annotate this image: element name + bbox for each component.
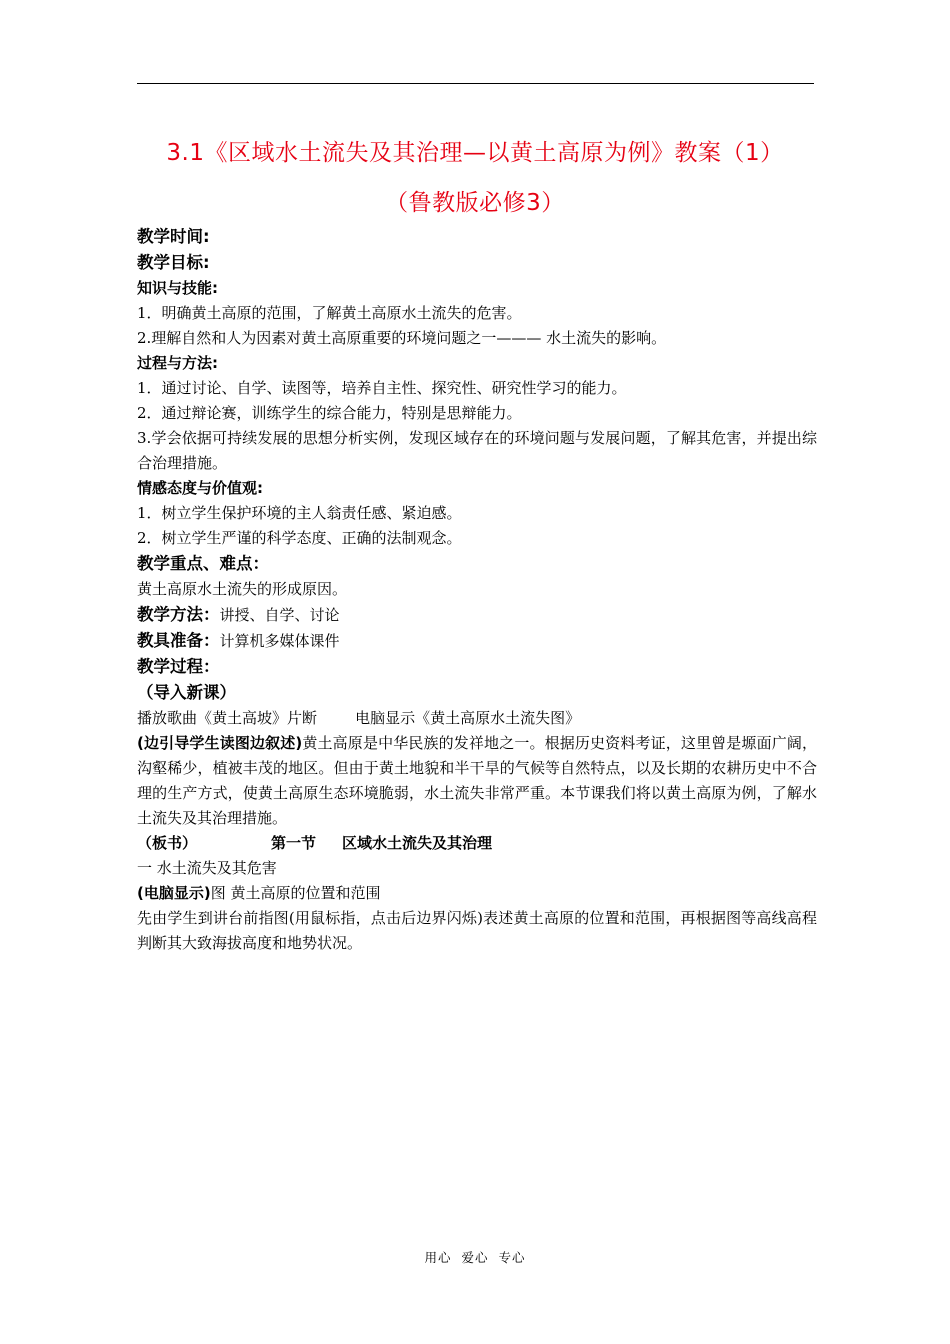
intro-line: 播放歌曲《黄土高坡》片断 电脑显示《黄土高原水土流失图》: [137, 709, 581, 727]
final-paragraph: 先由学生到讲台前指图(用鼠标指，点击后边界闪烁)表述黄土高原的位置和范围，再根据图等高线高程判断其大致海拔高度和地势状况。: [137, 909, 817, 952]
knowledge-item: 2.理解自然和人为因素对黄土高原重要的环境问题之一——— 水土流失的影响。: [137, 329, 667, 347]
key-points-text: 黄土高原水土流失的形成原因。: [137, 580, 348, 598]
tools-value: 计算机多媒体课件: [219, 632, 340, 650]
tools-label: 教具准备：: [137, 631, 220, 650]
board-title: 区域水土流失及其治理: [342, 834, 493, 852]
teaching-goals-heading: 教学目标:: [137, 253, 210, 272]
knowledge-item: 1．明确黄土高原的范围，了解黄土高原水土流失的危害。: [137, 304, 522, 322]
board-line: [137, 831, 817, 856]
board-section: 第一节: [271, 834, 317, 852]
guide-label: (边引导学生读图边叙述): [137, 734, 303, 752]
guide-text: 黄土高原是中华民族的发祥地之一。根据历史资料考证，这里曾是塬面广阔，沟壑稀少，植被丰茂的地区。但由于黄土地貌和半干旱的气候等自然特点，以及长期的农耕历史中不合理的生产方式，使黄土高原生态环境脆弱，水土流失非常严重。本节课我们将以黄土高原为例，了解水土流失及其治理措施。: [137, 734, 817, 827]
knowledge-heading: 知识与技能:: [137, 279, 218, 297]
board-label: （板书）: [137, 834, 198, 852]
computer-line: [137, 881, 817, 906]
guide-paragraph: [137, 731, 817, 831]
intro-heading: （导入新课）: [137, 683, 236, 702]
teaching-time-heading: 教学时间:: [137, 227, 210, 246]
page-footer: 用心 爱心 专心: [424, 1250, 526, 1265]
process-heading: 过程与方法:: [137, 354, 218, 372]
computer-text: 图 黄土高原的位置和范围: [210, 884, 381, 902]
emotion-item: 2．树立学生严谨的科学态度、正确的法制观念。: [137, 529, 462, 547]
teaching-tools: [137, 628, 817, 654]
process-item: 3.学会依据可持续发展的思想分析实例，发现区域存在的环境问题与发展问题，了解其危害，并提出综合治理措施。: [137, 429, 817, 472]
teaching-method: [137, 602, 817, 628]
computer-label: (电脑显示): [137, 884, 211, 902]
method-label: 教学方法：: [137, 605, 220, 624]
process-item: 2．通过辩论赛，训练学生的综合能力，特别是思辩能力。: [137, 404, 522, 422]
document-title: 3.1《区域水土流失及其治理—以黄土高原为例》教案（1）: [166, 140, 784, 166]
document-body: [137, 224, 817, 956]
process-item: 1．通过讨论、自学、读图等，培养自主性、探究性、研究性学习的能力。: [137, 379, 627, 397]
header-rule: [137, 83, 814, 84]
subsection-heading: 一 水土流失及其危害: [137, 859, 277, 877]
key-points-heading: 教学重点、难点：: [137, 554, 269, 573]
emotion-heading: 情感态度与价值观:: [137, 479, 263, 497]
teaching-process-heading: 教学过程：: [137, 657, 220, 676]
emotion-item: 1．树立学生保护环境的主人翁责任感、紧迫感。: [137, 504, 462, 522]
method-value: 讲授、自学、讨论: [219, 606, 340, 624]
document-subtitle: （鲁教版必修3）: [385, 190, 565, 216]
